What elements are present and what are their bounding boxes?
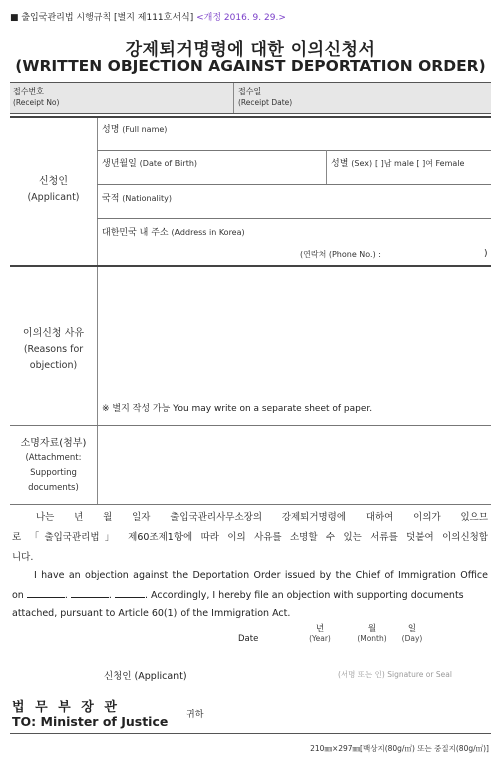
dob-label-en: (Date of Birth) [139, 159, 198, 168]
receipt-no-field[interactable] [13, 83, 59, 116]
date-label: Date [238, 634, 259, 644]
attachment-label-en-1: (Attachment: [25, 453, 82, 463]
nationality-label-en: (Nationality) [122, 194, 172, 203]
receipt-box [10, 82, 491, 114]
date-blank-2[interactable] [71, 587, 109, 598]
applicant-label-en: (Applicant) [27, 192, 80, 203]
statement-en-line-1: I have an objection against the Deportation Order issued by the Chief of Immigration Office [34, 570, 488, 581]
form-title-english: (WRITTEN OBJECTION AGAINST DEPORTATION ORDER) [15, 57, 486, 75]
applicant-section-bottom [10, 265, 491, 267]
nationality-field[interactable] [102, 191, 172, 204]
attachment-label-ko: 소명자료(첨부) [20, 438, 87, 449]
reasons-input-area[interactable] [98, 268, 491, 396]
form-header [10, 10, 286, 23]
name-label-en: (Full name) [122, 125, 168, 134]
reasons-label-en-2: objection) [29, 360, 78, 371]
receipt-date-field[interactable] [238, 83, 292, 116]
address-label-en: (Address in Korea) [171, 228, 245, 237]
phone-label: (연락처 (Phone No.) : [300, 250, 381, 259]
reasons-label-ko: 이의신청 사유 [22, 328, 85, 339]
addressee-korean: 법 무 부 장 관 [12, 700, 120, 715]
sex-options[interactable]: [ ]남 male [ ]여 Female [374, 159, 465, 168]
separate-sheet-note: ※ 별지 작성 가능 You may write on a separate sheet of paper. [102, 404, 373, 414]
sex-field [331, 156, 464, 169]
name-label-ko: 성명 [102, 125, 120, 135]
attachment-input-area[interactable] [98, 427, 491, 503]
receipt-date-label: 접수일 [238, 87, 262, 96]
receipt-no-label: 접수번호 [13, 87, 44, 96]
attachment-section-label [10, 436, 97, 496]
row-divider-dob [97, 184, 491, 185]
bottom-border [10, 733, 491, 734]
honorific: 귀하 [186, 710, 204, 720]
applicant-section-label [10, 174, 97, 206]
statement-en-line-3: attached, pursuant to Article 60(1) of the Immigration Act. [12, 608, 291, 619]
row-divider-nationality [97, 218, 491, 219]
sex-column-divider [326, 150, 327, 184]
paper-spec: 210㎜×297㎜[백상지(80g/㎡) 또는 중질지(80g/㎡)] [310, 744, 489, 753]
statement-ko-line-3: 니다. [12, 552, 34, 563]
nationality-label-ko: 국적 [102, 194, 120, 204]
sex-label-ko: 성별 [331, 159, 349, 169]
form-title-korean: 강제퇴거명령에 대한 이의신청서 [125, 40, 376, 60]
name-field[interactable] [102, 122, 167, 135]
addressee-english: TO: Minister of Justice [12, 714, 169, 729]
table-top-border [10, 116, 491, 118]
sex-label-en: (Sex) [351, 159, 373, 168]
date-blank-1[interactable] [27, 587, 65, 598]
attachment-label-en-3: documents) [28, 483, 79, 493]
attachment-section-bottom [10, 504, 491, 505]
address-label-ko: 대한민국 내 주소 [102, 228, 169, 238]
regulation-text: ■ 출입국관리법 시행규칙 [별지 제111호서식] [10, 13, 194, 23]
receipt-divider [233, 83, 234, 113]
applicant-column-divider [97, 118, 98, 266]
reasons-section-bottom [10, 425, 491, 426]
date-year[interactable]: 년 (Year) [309, 624, 331, 643]
revision-text: <개정 2016. 9. 29.> [196, 13, 286, 23]
applicant-label-ko: 신청인 [39, 176, 68, 187]
signature-hint[interactable]: (서명 또는 인) Signature or Seal [338, 670, 452, 679]
phone-field[interactable] [300, 249, 381, 260]
receipt-date-label-en: (Receipt Date) [238, 98, 293, 107]
reasons-section-label [10, 326, 97, 374]
attachment-label-en-2: Supporting [30, 468, 77, 478]
statement-ko-line-2: 로 「출입국관리법」 제60조제1항에 따라 이의 사유를 소명할 수 있는 서류를 덧붙여 이의신청합 [12, 532, 488, 543]
date-month[interactable]: 월 (Month) [357, 624, 387, 643]
dob-label-ko: 생년월일 [102, 159, 137, 169]
date-day[interactable]: 일 (Day) [401, 624, 423, 643]
statement-ko-line-1: 나는 년 월 일자 출입국관리사무소장의 강제퇴거명령에 대하여 이의가 있으므 [36, 512, 488, 523]
phone-close-paren: ) [484, 249, 488, 259]
row-divider-name [97, 150, 491, 151]
applicant-signature-label: 신청인 (Applicant) [104, 671, 187, 682]
reasons-label-en-1: (Reasons for [23, 344, 84, 355]
statement-en-line-2: on . . . Accordingly, I hereby file an objection with supporting documents [12, 586, 488, 606]
address-field[interactable] [102, 225, 245, 238]
dob-field[interactable] [102, 156, 197, 169]
receipt-no-label-en: (Receipt No) [13, 98, 60, 107]
date-blank-3[interactable] [115, 587, 145, 598]
